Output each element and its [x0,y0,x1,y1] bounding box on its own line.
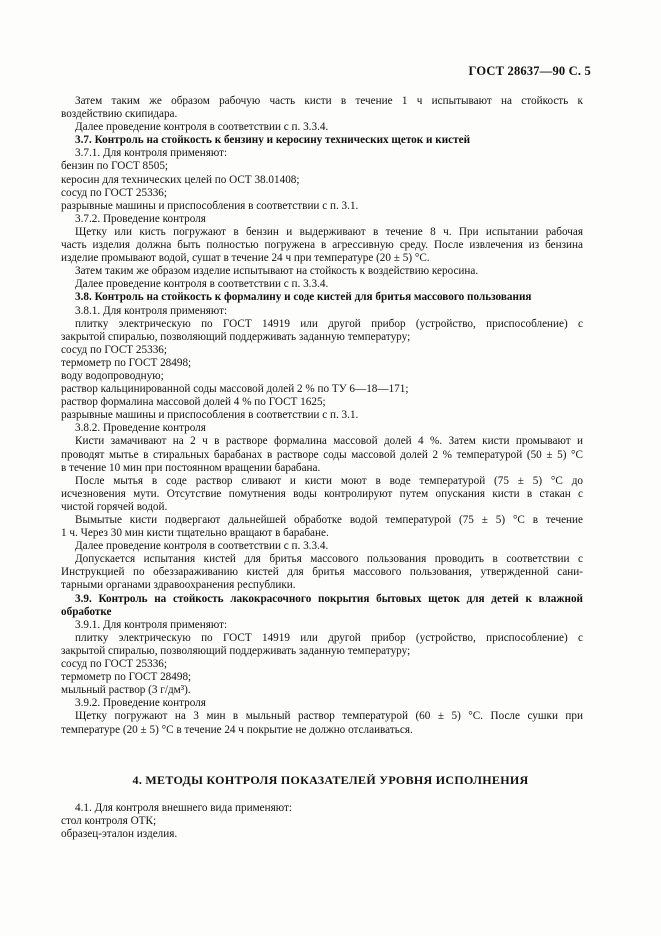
text-line: закрытой спиралью, позволяющий поддерживать заданную температуру; [61,644,411,657]
text-line: Инструкцией по обеззараживанию кистей для бритья массового пользования, утвержденной сани- [61,566,583,579]
text-line: чистой горячей водой. [61,500,168,513]
text-line: 3.9. Контроль на стойкость лакокрасочного покрытия бытовых щеток для детей к влажной [75,592,583,605]
text-line: воду водопроводную; [61,369,164,382]
text-line: обработке [61,605,112,618]
text-line: Далее проведение контроля в соответствии с п. 3.3.4. [75,540,329,553]
text-line: 3.9.2. Проведение контроля [75,697,206,710]
text-line: Вымытые кисти подвергают дальнейшей обработке водой температурой (75 ± 5) °С в течение [75,514,583,526]
text-line: разрывные машины и приспособления в соответствии с п. 3.1. [61,409,359,422]
text-line: 3.8.2. Проведение контроля [75,422,206,435]
text-line: Щетку погружают на 3 мин в мыльный раствор температурой (60 ± 5) °С. После сушки при [75,710,583,723]
body-text [61,95,583,737]
text-line: термометр по ГОСТ 28498; [61,356,192,369]
text-line: мыльный раствор (3 г/дм³). [61,684,191,697]
text-line: сосуд по ГОСТ 25336; [61,186,167,199]
text-line: 1 ч. Через 30 мин кисти тщательно вращают в барабане. [61,527,329,540]
text-line: 3.7.1. Для контроля применяют: [75,147,228,160]
text-line: часть изделия должна быть полностью погружена в агрессивную среду. После извлечения из бензина [61,239,583,252]
text-line: 4.1. Для контроля внешнего вида применяют: [75,802,292,814]
text-line: Далее проведение контроля в соответствии с п. 3.3.4. [75,278,329,291]
section-4-heading: 4. МЕТОДЫ КОНТРОЛЯ ПОКАЗАТЕЛЕЙ УРОВНЯ ИСПОЛНЕНИЯ [132,773,529,787]
text-line: Допускается испытания кистей для бритья массового пользования проводить в соответствии с [75,553,583,566]
text-line: проводят мытье в стиральных барабанах в растворе соды массовой долей 2 % температурой (50 ± 5) °С [61,448,583,461]
text-line: образец-эталон изделия. [61,828,178,841]
text-line: закрытой спиралью, позволяющий поддерживать заданную температуру; [61,330,411,343]
text-line: 3.8.1. Для контроля применяют: [75,304,228,317]
text-line: 3.9.1. Для контроля применяют: [75,618,228,631]
text-line: Щетку или кисть погружают в бензин и выдерживают в течение 8 ч. При испытании рабочая [75,225,583,238]
text-line: разрывные машины и приспособления в соответствии с п. 3.1. [61,199,359,212]
text-line: Затем таким же образом рабочую часть кисти в течение 1 ч испытывают на стойкость к [75,95,583,107]
text-line: стол контроля ОТК; [61,815,157,828]
text-line: бензин по ГОСТ 8505; [61,160,169,173]
text-line: термометр по ГОСТ 28498; [61,671,192,684]
page-header: ГОСТ 28637—90 С. 5 [468,64,591,78]
text-line: в течение 10 мин при постоянном вращении барабана. [61,461,321,474]
text-line: 3.8. Контроль на стойкость к формалину и соде кистей для бритья массового пользования [75,291,532,304]
text-line: плитку электрическую по ГОСТ 14919 или другой прибор (устройство, приспособление) с [75,631,583,644]
text-line: сосуд по ГОСТ 25336; [61,658,167,671]
text-line: исчезновения мути. Отсутствие помутнения воды контролируют путем опускания кисти в стакан с [61,487,583,500]
text-line: изделие промывают водой, сушат в течение 24 ч при температуре (20 ± 5) °С. [61,252,430,265]
text-line: После мытья в соде раствор сливают и кисти моют в воде температурой (75 ± 5) °С до [75,474,583,487]
text-line: Кисти замачивают на 2 ч в растворе формалина массовой долей 4 %. Затем кисти промывают и [75,435,583,448]
text-line: температуре (20 ± 5) °С в течение 24 ч покрытие не должно отслаиваться. [61,723,413,736]
text-line: плитку электрическую по ГОСТ 14919 или другой прибор (устройство, приспособление) с [75,317,583,330]
text-line: раствор формалина массовой долей 4 % по ГОСТ 1625; [61,396,326,409]
text-line: тарными органами здравоохранения республики. [61,579,296,592]
text-line: 3.7. Контроль на стойкость к бензину и керосину технических щеток и кистей [75,134,471,147]
text-line: раствор кальцинированной соды массовой долей 2 % по ТУ 6—18—171; [61,383,409,396]
text-line: сосуд по ГОСТ 25336; [61,343,167,356]
text-line: Далее проведение контроля в соответствии с п. 3.3.4. [75,121,329,134]
text-line: 3.7.2. Проведение контроля [75,212,206,225]
text-line: керосин для технических целей по ОСТ 38.01408; [61,173,300,186]
section-4-body [61,802,583,841]
text-line: Затем таким же образом изделие испытывают на стойкость к воздействию керосина. [75,265,479,278]
text-line: воздействию скипидара. [61,108,178,121]
